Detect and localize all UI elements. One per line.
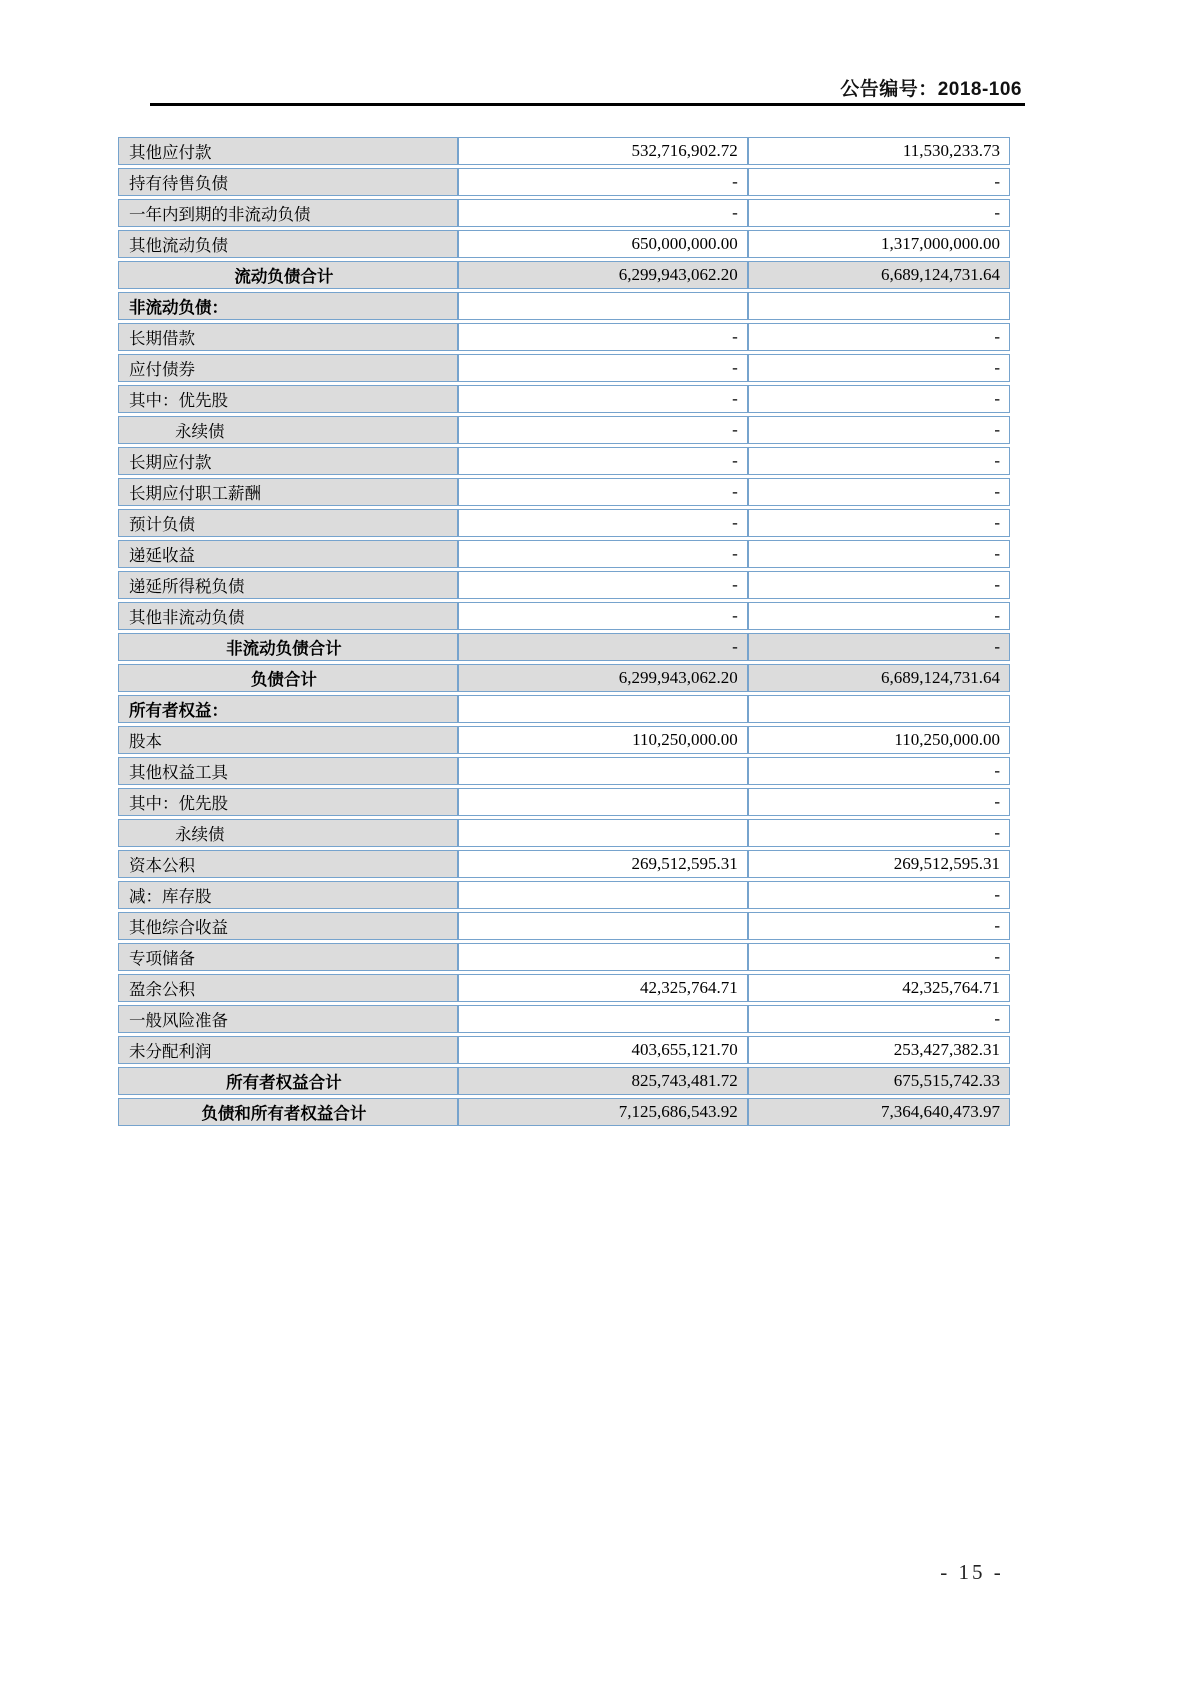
row-amount-prior: 42,325,764.71 [748, 974, 1010, 1002]
table-row [118, 323, 1010, 351]
row-label: 其中：优先股 [118, 788, 458, 816]
row-amount-prior [748, 292, 1010, 320]
row-amount-current [458, 819, 748, 847]
row-label: 负债和所有者权益合计 [118, 1098, 458, 1126]
row-amount-current: - [458, 478, 748, 506]
table-row [118, 292, 1010, 320]
row-label: 盈余公积 [118, 974, 458, 1002]
row-amount-current: - [458, 571, 748, 599]
row-label: 资本公积 [118, 850, 458, 878]
table-row [118, 633, 1010, 661]
row-amount-current: 532,716,902.72 [458, 137, 748, 165]
row-amount-prior: - [748, 323, 1010, 351]
row-amount-prior [748, 695, 1010, 723]
row-amount-current: - [458, 416, 748, 444]
row-label: 永续债 [118, 819, 458, 847]
row-label: 未分配利润 [118, 1036, 458, 1064]
table-row [118, 137, 1010, 165]
row-amount-prior: - [748, 540, 1010, 568]
table-row [118, 416, 1010, 444]
row-label: 一年内到期的非流动负债 [118, 199, 458, 227]
row-amount-prior: 110,250,000.00 [748, 726, 1010, 754]
row-amount-current: 403,655,121.70 [458, 1036, 748, 1064]
row-label: 其他非流动负债 [118, 602, 458, 630]
row-amount-prior: 11,530,233.73 [748, 137, 1010, 165]
table-row [118, 1067, 1010, 1095]
row-label: 负债合计 [118, 664, 458, 692]
row-label: 其他流动负债 [118, 230, 458, 258]
table-row [118, 571, 1010, 599]
row-amount-prior: 6,689,124,731.64 [748, 261, 1010, 289]
row-label: 其他综合收益 [118, 912, 458, 940]
row-amount-prior: - [748, 509, 1010, 537]
table-row [118, 447, 1010, 475]
row-label: 长期应付款 [118, 447, 458, 475]
row-amount-current: - [458, 447, 748, 475]
row-amount-prior: 269,512,595.31 [748, 850, 1010, 878]
row-amount-current: 650,000,000.00 [458, 230, 748, 258]
row-amount-prior: - [748, 912, 1010, 940]
row-amount-prior: - [748, 385, 1010, 413]
table-row [118, 974, 1010, 1002]
row-label: 永续债 [118, 416, 458, 444]
row-amount-current [458, 1005, 748, 1033]
row-amount-prior: - [748, 478, 1010, 506]
row-amount-prior: - [748, 571, 1010, 599]
header-rule-divider [150, 103, 1025, 106]
row-label: 其他权益工具 [118, 757, 458, 785]
table-row [118, 912, 1010, 940]
table-row [118, 819, 1010, 847]
row-amount-prior: - [748, 819, 1010, 847]
row-amount-current [458, 943, 748, 971]
row-amount-prior: - [748, 199, 1010, 227]
row-amount-current [458, 788, 748, 816]
table-row [118, 788, 1010, 816]
row-label: 专项储备 [118, 943, 458, 971]
row-amount-current: 110,250,000.00 [458, 726, 748, 754]
balance-sheet-table-body [118, 137, 1010, 1126]
table-row [118, 602, 1010, 630]
table-row [118, 540, 1010, 568]
row-label: 预计负债 [118, 509, 458, 537]
row-amount-current: 6,299,943,062.20 [458, 664, 748, 692]
row-amount-prior: - [748, 354, 1010, 382]
row-amount-prior: 253,427,382.31 [748, 1036, 1010, 1064]
row-amount-current: - [458, 323, 748, 351]
table-row [118, 199, 1010, 227]
table-row [118, 881, 1010, 909]
notice-number-label: 公告编号：2018-106 [840, 79, 1022, 100]
row-amount-current: - [458, 540, 748, 568]
row-amount-current: - [458, 385, 748, 413]
table-row [118, 850, 1010, 878]
table-row [118, 509, 1010, 537]
table-row [118, 664, 1010, 692]
page-number: - 15 - [940, 1560, 1004, 1584]
row-amount-current: 6,299,943,062.20 [458, 261, 748, 289]
row-amount-current: - [458, 602, 748, 630]
row-label: 非流动负债： [118, 292, 458, 320]
row-amount-current: 42,325,764.71 [458, 974, 748, 1002]
table-row [118, 943, 1010, 971]
table-row [118, 230, 1010, 258]
row-label: 减：库存股 [118, 881, 458, 909]
row-label: 持有待售负债 [118, 168, 458, 196]
row-amount-current: - [458, 199, 748, 227]
row-label: 非流动负债合计 [118, 633, 458, 661]
row-amount-prior: - [748, 447, 1010, 475]
row-amount-prior: 7,364,640,473.97 [748, 1098, 1010, 1126]
row-label: 递延所得税负债 [118, 571, 458, 599]
row-label: 所有者权益： [118, 695, 458, 723]
row-amount-current [458, 757, 748, 785]
row-amount-current: 269,512,595.31 [458, 850, 748, 878]
row-label: 所有者权益合计 [118, 1067, 458, 1095]
balance-sheet-table [118, 134, 1010, 1129]
table-row [118, 695, 1010, 723]
row-amount-prior: - [748, 633, 1010, 661]
row-amount-current: - [458, 633, 748, 661]
row-amount-current: 7,125,686,543.92 [458, 1098, 748, 1126]
row-label: 应付债券 [118, 354, 458, 382]
table-row [118, 1098, 1010, 1126]
row-label: 递延收益 [118, 540, 458, 568]
row-amount-prior: 6,689,124,731.64 [748, 664, 1010, 692]
row-amount-prior: 1,317,000,000.00 [748, 230, 1010, 258]
row-amount-prior: - [748, 416, 1010, 444]
row-label: 长期借款 [118, 323, 458, 351]
row-amount-current: - [458, 168, 748, 196]
row-amount-prior: - [748, 757, 1010, 785]
row-amount-prior: - [748, 1005, 1010, 1033]
row-label: 其他应付款 [118, 137, 458, 165]
row-amount-prior: - [748, 602, 1010, 630]
row-label: 其中：优先股 [118, 385, 458, 413]
row-amount-current [458, 695, 748, 723]
table-row [118, 1036, 1010, 1064]
row-amount-prior: - [748, 788, 1010, 816]
table-row [118, 385, 1010, 413]
row-label: 股本 [118, 726, 458, 754]
row-amount-current: 825,743,481.72 [458, 1067, 748, 1095]
row-amount-prior: - [748, 943, 1010, 971]
table-row [118, 354, 1010, 382]
row-label: 流动负债合计 [118, 261, 458, 289]
row-amount-current [458, 912, 748, 940]
row-amount-current [458, 881, 748, 909]
table-row [118, 261, 1010, 289]
row-amount-prior: - [748, 168, 1010, 196]
row-amount-current [458, 292, 748, 320]
table-row [118, 478, 1010, 506]
row-label: 一般风险准备 [118, 1005, 458, 1033]
row-amount-prior: 675,515,742.33 [748, 1067, 1010, 1095]
table-row [118, 757, 1010, 785]
table-row [118, 168, 1010, 196]
table-row [118, 1005, 1010, 1033]
row-amount-prior: - [748, 881, 1010, 909]
table-row [118, 726, 1010, 754]
row-amount-current: - [458, 509, 748, 537]
row-label: 长期应付职工薪酬 [118, 478, 458, 506]
row-amount-current: - [458, 354, 748, 382]
